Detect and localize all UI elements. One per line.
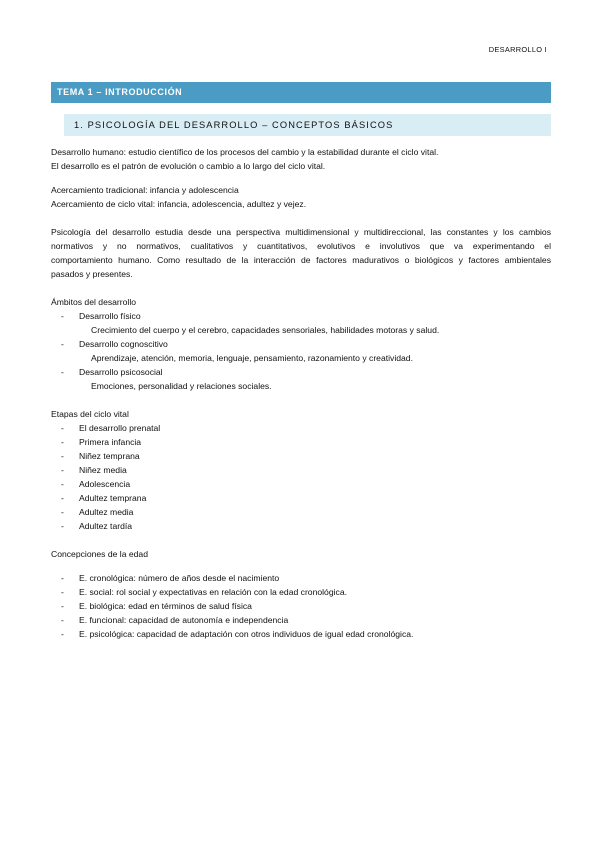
ambito-item	[51, 365, 551, 379]
bullet-dash: -	[61, 339, 64, 349]
ambito-detail: Aprendizaje, atención, memoria, lenguaje, pensamiento, razonamiento y creatividad.	[91, 353, 413, 363]
etapa-item	[51, 421, 551, 435]
bullet-dash: -	[61, 311, 64, 321]
ambito-label: Desarrollo psicosocial	[79, 367, 163, 377]
ambito-detail: Emociones, personalidad y relaciones sociales.	[91, 381, 272, 391]
etapa-item	[51, 505, 551, 519]
paragraph-line: normativos y no normativos, cualitativos y cuantitativos, evolutivos e involutivos que va experimentando el	[51, 241, 551, 251]
bullet-dash: -	[61, 507, 64, 517]
intro-paragraph	[51, 225, 551, 281]
concepcion-label: E. social: rol social y expectativas en relación con la edad cronológica.	[79, 587, 347, 597]
paragraph-line: pasados y presentes.	[51, 269, 133, 279]
bullet-dash: -	[61, 465, 64, 475]
ambito-detail: Crecimiento del cuerpo y el cerebro, capacidades sensoriales, habilidades motoras y salud.	[91, 325, 440, 335]
etapa-label: Niñez temprana	[79, 451, 140, 461]
definition-line: Desarrollo humano: estudio científico de los procesos del cambio y la estabilidad durante el ciclo vital.	[51, 147, 439, 157]
etapa-label: Primera infancia	[79, 437, 142, 447]
bullet-dash: -	[61, 367, 64, 377]
bullet-dash: -	[61, 601, 64, 611]
concepcion-label: E. biológica: edad en términos de salud física	[79, 601, 252, 611]
bullet-dash: -	[61, 493, 64, 503]
ambito-item	[51, 309, 551, 323]
etapa-item	[51, 477, 551, 491]
ambito-label: Desarrollo cognoscitivo	[79, 339, 168, 349]
bullet-dash: -	[61, 615, 64, 625]
paragraph-line: Psicología del desarrollo estudia desde una perspectiva multidimensional y multidireccional, las constantes y los cambios	[51, 227, 551, 237]
tema-title: TEMA 1 – INTRODUCCIÓN	[51, 82, 551, 103]
approach-line: Acercamiento de ciclo vital: infancia, adolescencia, adultez y vejez.	[51, 199, 307, 209]
bullet-dash: -	[61, 521, 64, 531]
concepcion-item	[51, 599, 551, 613]
etapa-label: Adultez temprana	[79, 493, 147, 503]
etapas-heading: Etapas del ciclo vital	[51, 409, 129, 419]
etapa-item	[51, 491, 551, 505]
etapa-item	[51, 519, 551, 533]
page-header: DESARROLLO I	[488, 45, 547, 54]
concepcion-item	[51, 571, 551, 585]
ambitos-heading: Ámbitos del desarrollo	[51, 297, 137, 307]
bullet-dash: -	[61, 423, 64, 433]
etapa-item	[51, 463, 551, 477]
etapa-label: El desarrollo prenatal	[79, 423, 161, 433]
etapa-label: Niñez media	[79, 465, 127, 475]
definition-line: El desarrollo es el patrón de evolución o cambio a lo largo del ciclo vital.	[51, 161, 326, 171]
approach-line: Acercamiento tradicional: infancia y adolescencia	[51, 185, 239, 195]
concepciones-heading: Concepciones de la edad	[51, 549, 148, 559]
ambito-label: Desarrollo físico	[79, 311, 141, 321]
etapa-label: Adultez media	[79, 507, 134, 517]
paragraph-line: comportamiento humano. Como resultado de la interacción de factores madurativos o biológicos y factores ambientales	[51, 255, 551, 265]
bullet-dash: -	[61, 451, 64, 461]
concepcion-label: E. funcional: capacidad de autonomía e independencia	[79, 615, 289, 625]
etapa-item	[51, 449, 551, 463]
etapa-label: Adolescencia	[79, 479, 131, 489]
concepcion-label: E. cronológica: número de años desde el nacimiento	[79, 573, 280, 583]
bullet-dash: -	[61, 629, 64, 639]
concepcion-item	[51, 613, 551, 627]
etapa-label: Adultez tardía	[79, 521, 133, 531]
concepcion-label: E. psicológica: capacidad de adaptación con otros individuos de igual edad cronológica.	[79, 629, 414, 639]
bullet-dash: -	[61, 479, 64, 489]
bullet-dash: -	[61, 573, 64, 583]
bullet-dash: -	[61, 587, 64, 597]
etapa-item	[51, 435, 551, 449]
bullet-dash: -	[61, 437, 64, 447]
concepcion-item	[51, 585, 551, 599]
concepcion-item	[51, 627, 551, 641]
document-body	[51, 145, 551, 641]
section-title: 1. PSICOLOGÍA DEL DESARROLLO – CONCEPTOS BÁSICOS	[64, 114, 551, 136]
ambito-item	[51, 337, 551, 351]
